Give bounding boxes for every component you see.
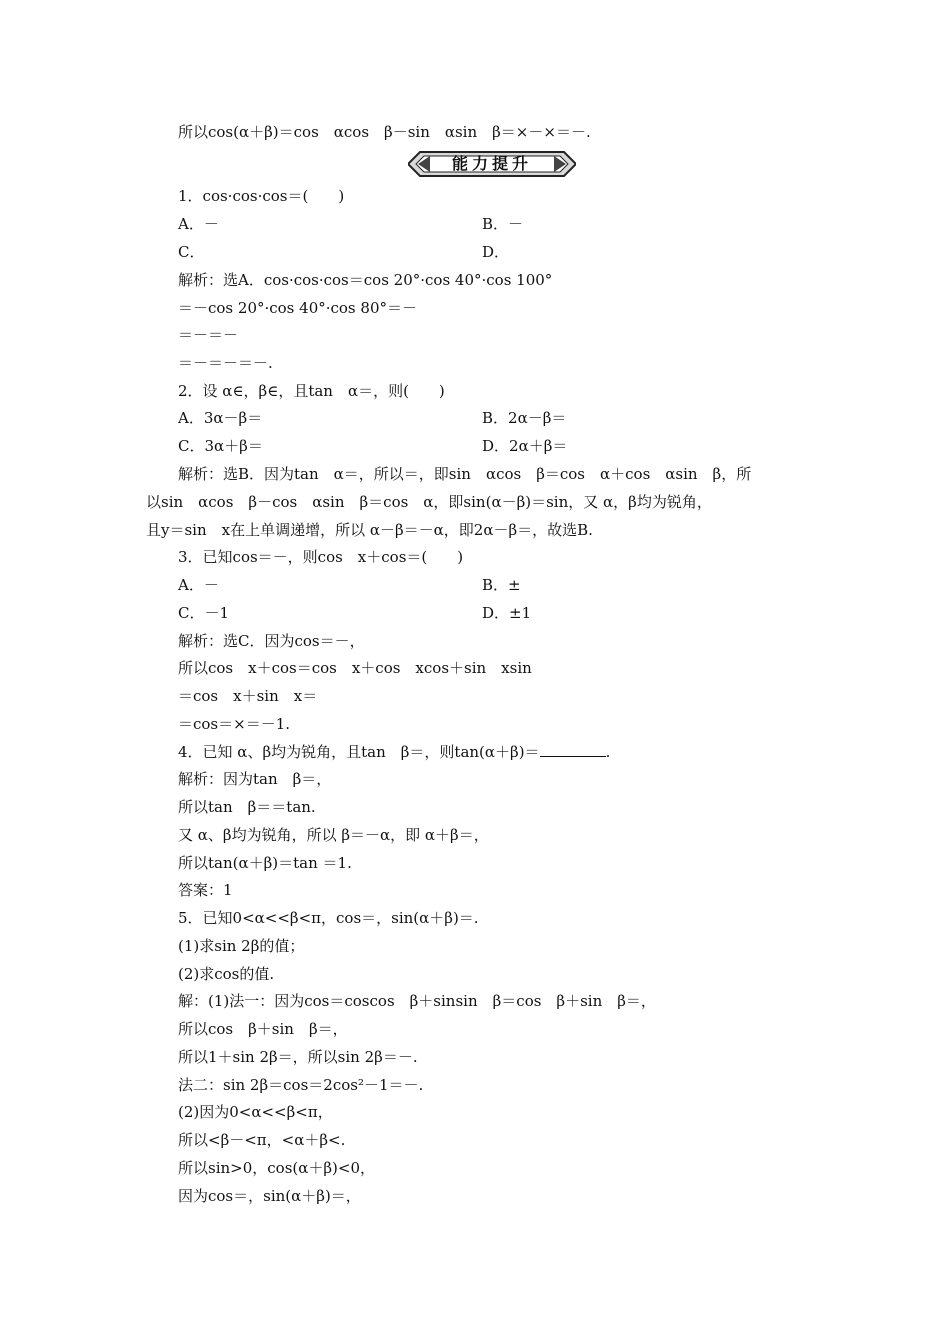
option-c: C．3α＋β＝ xyxy=(178,437,263,455)
section-banner xyxy=(408,150,576,178)
text-line: 所以cos(α＋β)＝cos αcos β－sin αsin β＝×－×＝－. xyxy=(178,123,591,141)
question-3: 3．已知cos＝－，则cos x＋cos＝( ) xyxy=(178,548,464,566)
solution-line: 所以<β－<π，<α＋β<. xyxy=(178,1131,346,1149)
option-a: A．－ xyxy=(178,576,219,594)
solution-line: 所以tan β＝＝tan. xyxy=(178,798,316,816)
question-5: 5．已知0<α<<β<π，cos＝，sin(α＋β)＝. xyxy=(178,909,479,927)
option-c: C．－1 xyxy=(178,604,230,622)
solution-line: 以sin αcos β－cos αsin β＝cos α，即sin(α－β)＝sin，又 α，β均为锐角， xyxy=(146,493,712,511)
solution-line: 法二：sin 2β＝cos＝2cos²－1＝－. xyxy=(178,1076,424,1094)
solution-line: 所以sin>0，cos(α＋β)<0， xyxy=(178,1159,376,1177)
question-part: (2)求cos的值. xyxy=(178,965,275,983)
question-part: (1)求sin 2β的值； xyxy=(178,937,305,955)
solution-line: 且y＝sin x在上单调递增，所以 α－β＝－α，即2α－β＝，故选B. xyxy=(146,521,593,539)
question-1: 1．cos·cos·cos＝( ) xyxy=(178,187,345,205)
option-d: D．2α＋β＝ xyxy=(482,437,568,455)
answer-blank xyxy=(540,740,606,757)
solution-line: 因为cos＝，sin(α＋β)＝， xyxy=(178,1187,361,1205)
option-b: B．± xyxy=(482,576,521,594)
solution-line: 所以tan(α＋β)＝tan ＝1. xyxy=(178,854,352,872)
solution-line: 所以1＋sin 2β＝，所以sin 2β＝－. xyxy=(178,1048,418,1066)
solution-line: 解析：选C．因为cos＝－， xyxy=(178,632,365,650)
question-4 xyxy=(178,740,610,764)
solution-line: ＝－cos 20°·cos 40°·cos 80°＝－ xyxy=(178,299,417,317)
solution-line: (2)因为0<α<<β<π， xyxy=(178,1103,333,1121)
option-c: C． xyxy=(178,243,205,261)
solution-line: 又 α、β均为锐角，所以 β＝－α，即 α＋β＝， xyxy=(178,826,489,844)
solution-line: ＝－＝－ xyxy=(178,326,239,344)
option-a: A．－ xyxy=(178,215,219,233)
question-4-text: 4．已知 α、β均为锐角，且tan β＝，则tan(α＋β)＝ xyxy=(178,743,540,761)
option-b: B．－ xyxy=(482,215,524,233)
solution-line: ＝cos x＋sin x＝ xyxy=(178,687,318,705)
question-2: 2．设 α∈，β∈，且tan α＝，则( ) xyxy=(178,382,445,400)
answer-line: 答案：1 xyxy=(178,881,233,899)
solution-line: 解析：因为tan β＝， xyxy=(178,770,332,788)
solution-line: 所以cos x＋cos＝cos x＋cos xcos＋sin xsin xyxy=(178,659,532,677)
solution-line: ＝cos＝×＝－1. xyxy=(178,715,291,733)
solution-line: 解：(1)法一：因为cos＝coscos β＋sinsin β＝cos β＋sin β＝， xyxy=(178,992,656,1010)
solution-line: 解析：选B．因为tan α＝，所以＝，即sin αcos β＝cos α＋cos αsin β，所 xyxy=(178,465,752,483)
solution-line: ＝－＝－＝－. xyxy=(178,354,273,372)
solution-line: 所以cos β＋sin β＝， xyxy=(178,1020,348,1038)
option-a: A．3α－β＝ xyxy=(178,409,263,427)
option-b: B．2α－β＝ xyxy=(482,409,567,427)
solution-line: 解析：选A．cos·cos·cos＝cos 20°·cos 40°·cos 100° xyxy=(178,271,553,289)
option-d: D．±1 xyxy=(482,604,532,622)
section-title: 能力提升 xyxy=(451,154,532,173)
option-d: D． xyxy=(482,243,510,261)
question-4-end: . xyxy=(605,743,611,761)
